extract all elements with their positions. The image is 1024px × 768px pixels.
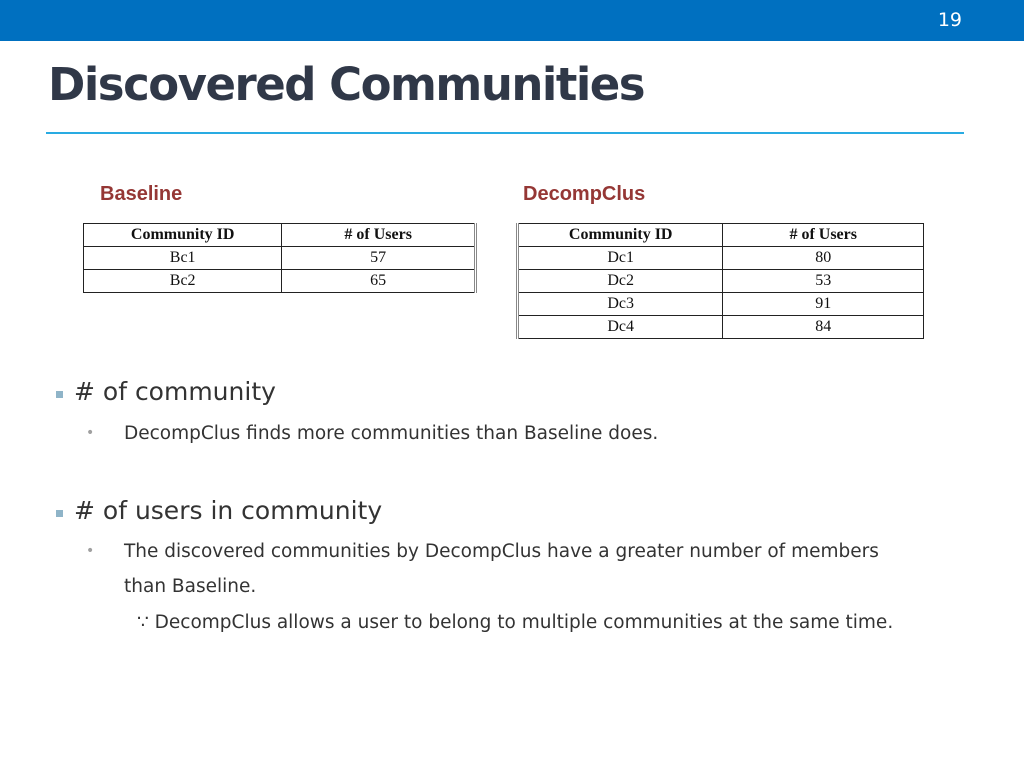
decompclus-table-label: DecompClus bbox=[523, 183, 646, 205]
community-id-cell: Bc1 bbox=[84, 247, 282, 270]
bullet-community-count: # of community bbox=[74, 377, 276, 406]
community-id-cell: Dc1 bbox=[518, 247, 723, 270]
column-header-users: # of Users bbox=[723, 224, 924, 247]
community-id-cell: Dc3 bbox=[518, 293, 723, 316]
table-row bbox=[518, 293, 924, 316]
table-row bbox=[518, 247, 924, 270]
table-row bbox=[518, 316, 924, 339]
user-count-cell: 57 bbox=[282, 247, 476, 270]
table-row bbox=[84, 270, 476, 293]
slide-number: 19 bbox=[937, 9, 962, 31]
column-header-community-id: Community ID bbox=[518, 224, 723, 247]
user-count-cell: 84 bbox=[723, 316, 924, 339]
user-count-cell: 80 bbox=[723, 247, 924, 270]
header-bar bbox=[0, 0, 1024, 41]
table-row bbox=[84, 247, 476, 270]
table-header-row bbox=[84, 224, 476, 247]
user-count-cell: 65 bbox=[282, 270, 476, 293]
community-id-cell: Dc4 bbox=[518, 316, 723, 339]
bullet-users-in-community-detail: The discovered communities by DecompClus have a greater number of members than Baseline. bbox=[124, 541, 879, 597]
community-id-cell: Dc2 bbox=[518, 270, 723, 293]
table-row bbox=[518, 270, 924, 293]
slide-title: Discovered Communities bbox=[48, 58, 645, 111]
bullet-users-in-community: # of users in community bbox=[74, 496, 383, 525]
column-header-community-id: Community ID bbox=[84, 224, 282, 247]
square-bullet-icon bbox=[56, 391, 63, 398]
dot-bullet-icon: • bbox=[86, 425, 95, 441]
table-header-row bbox=[518, 224, 924, 247]
square-bullet-icon bbox=[56, 510, 63, 517]
user-count-cell: 91 bbox=[723, 293, 924, 316]
baseline-table bbox=[83, 223, 477, 293]
column-header-users: # of Users bbox=[282, 224, 476, 247]
title-divider bbox=[46, 132, 964, 134]
decompclus-table bbox=[516, 223, 924, 339]
bullet-community-count-detail: DecompClus finds more communities than Baseline does. bbox=[124, 423, 659, 444]
baseline-table-label: Baseline bbox=[100, 183, 183, 205]
community-id-cell: Bc2 bbox=[84, 270, 282, 293]
bullet-users-in-community-reason: ∵ DecompClus allows a user to belong to multiple communities at the same time. bbox=[137, 612, 894, 633]
user-count-cell: 53 bbox=[723, 270, 924, 293]
dot-bullet-icon: • bbox=[86, 543, 95, 559]
